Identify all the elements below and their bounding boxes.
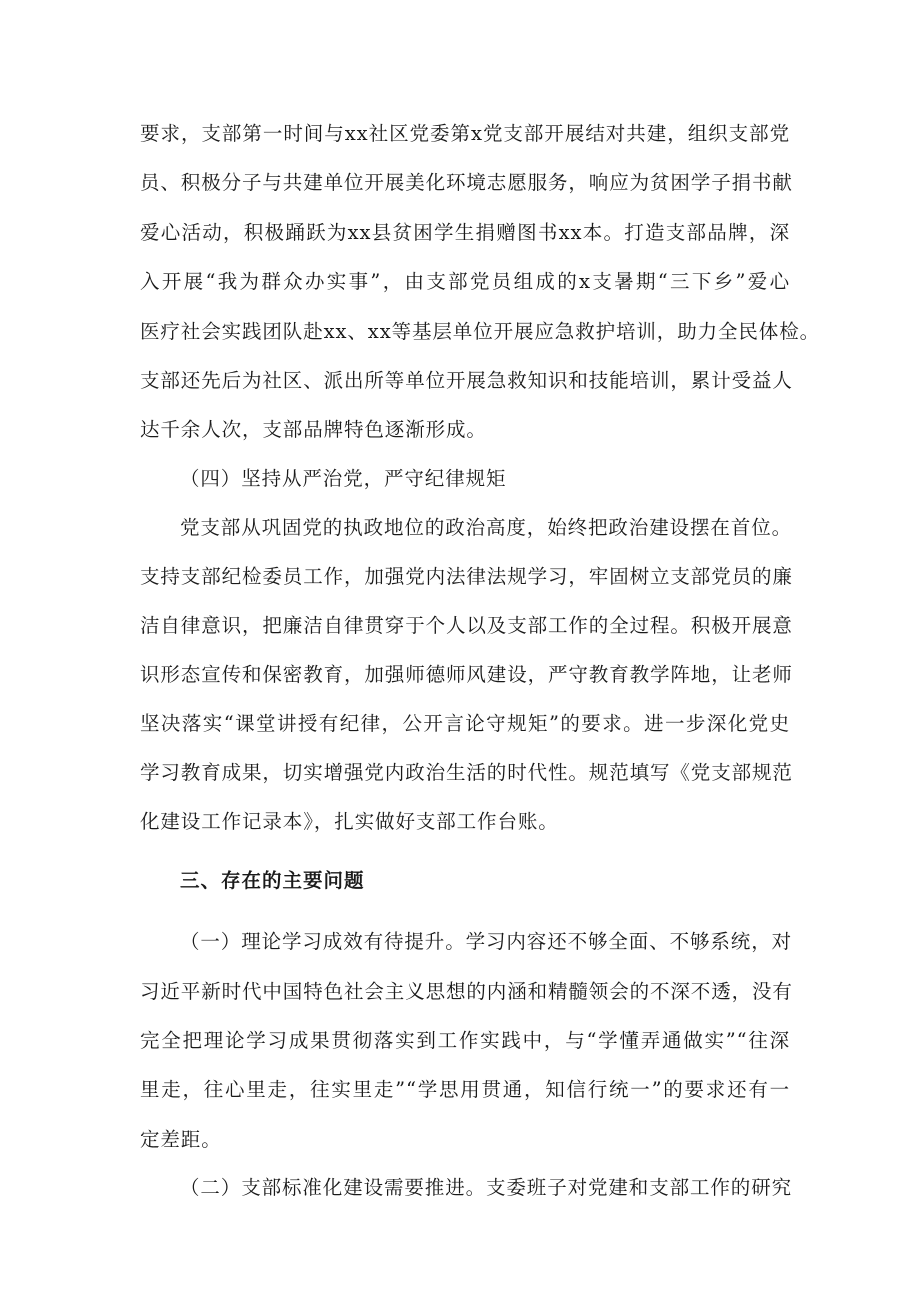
paragraph-line: 入开展“我为群众办实事”，由支部党员组成的x支暑期“三下乡”爱心: [140, 270, 790, 293]
paragraph-line: 定差距。: [140, 1128, 222, 1151]
paragraph-line: 坚决落实“课堂讲授有纪律，公开言论守规矩”的要求。进一步深化党史: [140, 712, 790, 735]
paragraph-line: 党支部从巩固党的执政地位的政治高度，始终把政治建设摆在首位。: [180, 516, 793, 539]
paragraph-line: （一）理论学习成效有待提升。学习内容还不够全面、不够系统，对: [180, 930, 793, 953]
subheading: （四）坚持从严治党，严守纪律规矩: [180, 467, 507, 490]
paragraph-line: 识形态宣传和保密教育，加强师德师风建设，严守教育教学阵地，让老师: [140, 663, 793, 686]
paragraph-line: 支持支部纪检委员工作，加强党内法律法规学习，牢固树立支部党员的廉: [140, 565, 793, 588]
paragraph-line: 爱心活动，积极踊跃为xx县贫困学生捐赠图书xx本。打造支部品牌，深: [140, 221, 790, 244]
paragraph-line: 要求，支部第一时间与xx社区党委第x党支部开展结对共建，组织支部党: [140, 122, 790, 145]
paragraph-line: 化建设工作记录本》，扎实做好支部工作台账。: [140, 810, 559, 833]
paragraph-line: 完全把理论学习成果贯彻落实到工作实践中，与“学懂弄通做实”“往深: [140, 1029, 790, 1052]
paragraph-line: 洁自律意识，把廉洁自律贯穿于个人以及支部工作的全过程。积极开展意: [140, 614, 793, 637]
paragraph-line: 学习教育成果，切实增强党内政治生活的时代性。规范填写《党支部规范: [140, 761, 793, 784]
paragraph-line: 员、积极分子与共建单位开展美化环境志愿服务，响应为贫困学子捐书献: [140, 171, 793, 194]
section-heading: 三、存在的主要问题: [180, 869, 365, 892]
paragraph-line: 达千余人次，支部品牌特色逐渐形成。: [140, 418, 487, 441]
paragraph-line: 医疗社会实践团队赴xx、xx等基层单位开展应急救护培训，助力全民体检。: [140, 320, 820, 343]
paragraph-line: 里走，往心里走，往实里走”“学思用贯通，知信行统一”的要求还有一: [140, 1078, 790, 1101]
paragraph-line: 习近平新时代中国特色社会主义思想的内涵和精髓领会的不深不透，没有: [140, 980, 793, 1003]
paragraph-line: 支部还先后为社区、派出所等单位开展急救知识和技能培训，累计受益人: [140, 369, 793, 392]
paragraph-line: （二）支部标准化建设需要推进。支委班子对党建和支部工作的研究: [180, 1176, 793, 1199]
